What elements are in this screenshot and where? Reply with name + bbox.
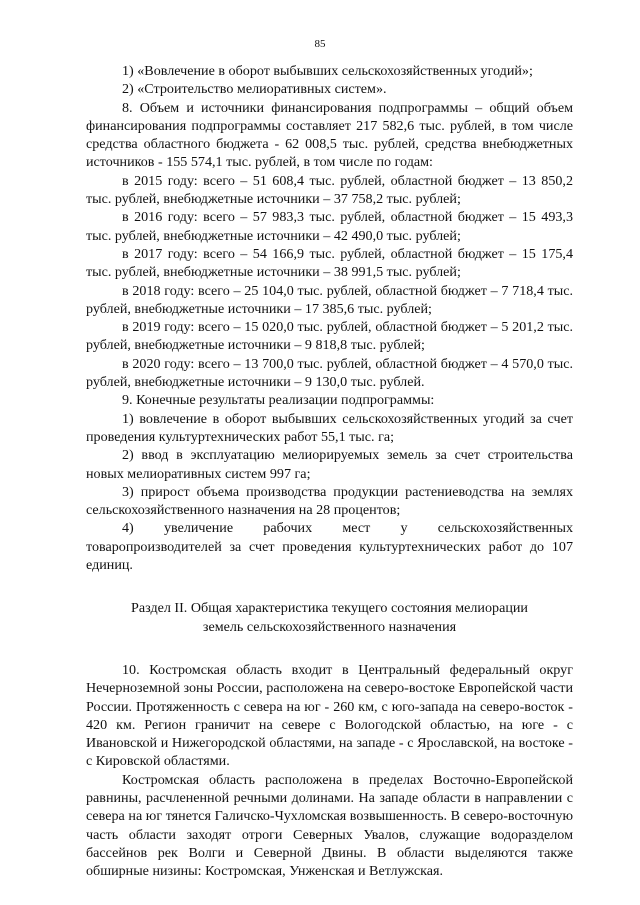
result-item-3: 3) прирост объема производства продукции растениеводства на землях сельскохозяйственного назначения на 28 процентов; xyxy=(86,483,573,519)
section-heading xyxy=(86,599,573,636)
financing-year-2015: в 2015 году: всего – 51 608,4 тыс. рублей, областной бюджет – 13 850,2 тыс. рублей, внебюджетные источники – 37 758,2 тыс. рублей; xyxy=(86,172,573,208)
result-item-4: 4) увеличение рабочих мест у сельскохозяйственных товаропроизводителей за счет проведения культуртехнических работ до 107 единиц. xyxy=(86,520,573,574)
paragraph-region-relief: Костромская область расположена в пределах Восточно-Европейской равнины, расчлененной речными долинами. На западе области в направлении с севера на юг тянется Галичско-Чухломская возвышенность. В северо-восточную часть области заходят отроги Северных Увалов, служащие водоразделом бассейнов рек Волги и Северной Двины. В области выделяются также обширные низины: Костромская, Унженская и Ветлужская. xyxy=(86,771,573,880)
section-heading-line-1: Раздел II. Общая характеристика текущего состояния мелиорации xyxy=(131,600,528,617)
list-item-goal-1: 1) «Вовлечение в оборот выбывших сельскохозяйственных угодий»; xyxy=(122,63,533,79)
document-body xyxy=(86,62,573,880)
financing-year-2018: в 2018 году: всего – 25 104,0 тыс. рублей, областной бюджет – 7 718,4 тыс. рублей, внебюджетные источники – 17 385,6 тыс. рублей; xyxy=(86,282,573,317)
paragraph-results-heading: 9. Конечные результаты реализации подпрограммы: xyxy=(122,392,435,409)
financing-year-2020: в 2020 году: всего – 13 700,0 тыс. рублей, областной бюджет – 4 570,0 тыс. рублей, внебюджетные источники – 9 130,0 тыс. рублей. xyxy=(86,355,573,391)
financing-year-2016: в 2016 году: всего – 57 983,3 тыс. рублей, областной бюджет – 15 493,3 тыс. рублей, внебюджетные источники – 42 490,0 тыс. рублей; xyxy=(86,209,573,244)
financing-year-2019: в 2019 году: всего – 15 020,0 тыс. рублей, областной бюджет – 5 201,2 тыс. рублей, внебюджетные источники – 9 818,8 тыс. рублей; xyxy=(86,319,573,354)
result-item-2: 2) ввод в эксплуатацию мелиорируемых земель за счет строительства новых мелиоративных систем 997 га; xyxy=(86,447,573,482)
paragraph-region-location: 10. Костромская область входит в Центральный федеральный округ Нечерноземной зоны России, расположена на северо-востоке Европейской части России. Протяженность с севера на юг - 260 км, с юго-запада на северо-восток - 420 км. Регион граничит на севере с Вологодской областью, на юге - с Ивановской и Нижегородской областями, на западе - с Ярославской, на востоке - с Кировской областями. xyxy=(86,661,573,770)
financing-year-2017: в 2017 году: всего – 54 166,9 тыс. рублей, областной бюджет – 15 175,4 тыс. рублей, внебюджетные источники – 38 991,5 тыс. рублей; xyxy=(86,245,573,281)
paragraph-financing: 8. Объем и источники финансирования подпрограммы – общий объем финансирования подпрограммы составляет 217 582,6 тыс. рублей, в том числе средства областного бюджета - 62 008,5 тыс. рублей, средства внебюджетных источников - 155 574,1 тыс. рублей, в том числе по годам: xyxy=(86,99,573,171)
result-item-1: 1) вовлечение в оборот выбывших сельскохозяйственных угодий за счет проведения культуртехнических работ 55,1 тыс. га; xyxy=(86,410,573,445)
section-heading-line-2: земель сельскохозяйственного назначения xyxy=(202,618,457,635)
page-number: 85 xyxy=(314,38,326,50)
list-item-goal-2: 2) «Строительство мелиоративных систем». xyxy=(122,81,387,98)
